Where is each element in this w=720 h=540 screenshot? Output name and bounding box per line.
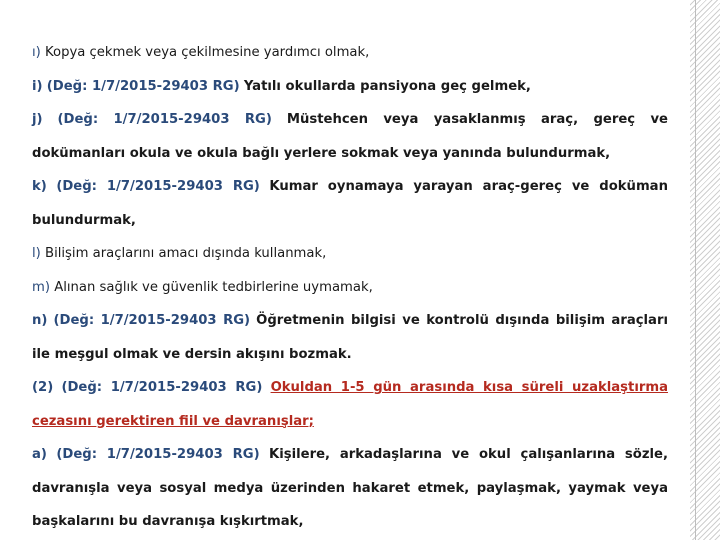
item-label: j) [32,112,43,127]
item-text: Alınan sağlık ve güvenlik tedbirlerine uymamak, [54,279,373,295]
item-text: Kişilere, arkadaşlarına ve okul çalışanlarına sözle, davranışla veya sosyal medya üzerinden hakaret etmek, paylaşmak, yaymak veya başkalarını bu davranışa kışkırtmak, [32,447,668,529]
item-text: Kopya çekmek veya çekilmesine yardımcı olmak, [45,45,370,60]
item-text: Öğretmenin bilgisi ve kontrolü dışında bilişim araçları ile meşgul olmak ve dersin akışını bozmak. [32,313,668,362]
amendment-ref: (Değ: 1/7/2015-29403 RG) [56,447,260,462]
item-label: n) [32,313,48,328]
item-i [32,70,668,104]
item-label: l) [32,246,41,261]
amendment-ref: (Değ: 1/7/2015-29403 RG) [56,179,260,194]
amendment-ref: (Değ: 1/7/2015-29403 RG) [61,380,263,395]
decorative-divider [695,0,696,540]
item-label: i) [32,78,43,94]
item-l [32,237,668,271]
item-h [32,36,668,70]
item-label: a) [32,447,47,462]
item-text: Bilişim araçlarını amacı dışında kullanmak, [45,246,327,261]
document-body [32,36,668,539]
section-label: (2) [32,380,54,395]
item-j [32,103,668,170]
item-n [32,304,668,371]
section-2-heading [32,371,668,438]
item-label: ı) [32,45,41,60]
item-k [32,170,668,237]
item-label: k) [32,179,47,194]
amendment-ref: (Değ: 1/7/2015-29403 RG) [57,112,272,127]
amendment-ref: (Değ: 1/7/2015-29403 RG) [46,78,240,94]
item-m [32,271,668,305]
item-text: Kumar oynamaya yarayan araç-gereç ve doküman bulundurmak, [32,179,668,228]
amendment-ref: (Değ: 1/7/2015-29403 RG) [53,313,251,328]
item-text: Yatılı okullarda pansiyona geç gelmek, [243,78,531,94]
item-a [32,438,668,539]
item-text: Müstehcen veya yasaklanmış araç, gereç ve dokümanları okula ve okula bağlı yerlere sokmak veya yanında bulundurmak, [32,112,668,161]
item-label: m) [32,279,50,295]
section-title: Okuldan 1-5 gün arasında kısa süreli uzaklaştırma cezasını gerektiren fiil ve davranışlar; [32,380,668,429]
